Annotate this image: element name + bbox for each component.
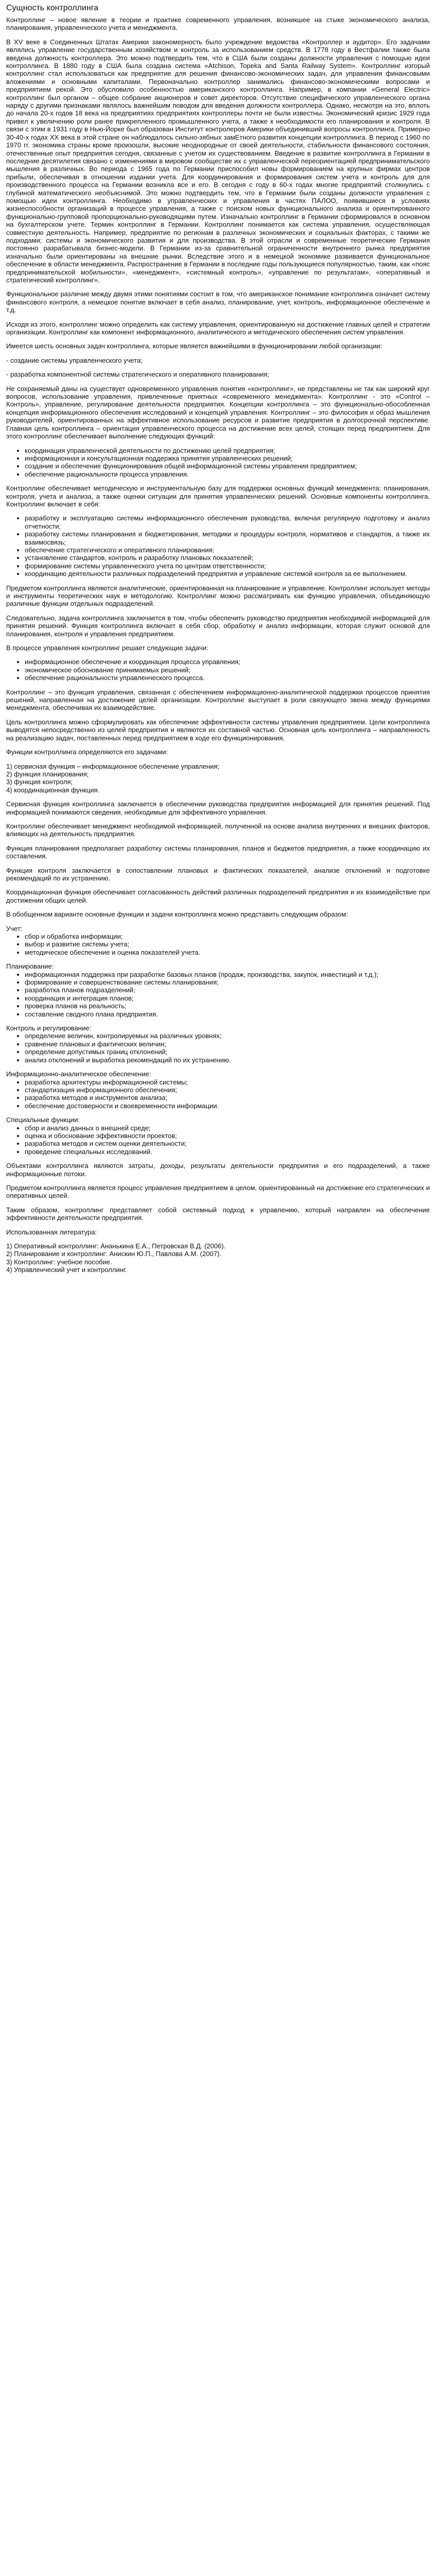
list-item: • разработка планов подразделений; bbox=[25, 986, 430, 994]
bullet-list bbox=[6, 1124, 430, 1156]
paragraph: Следовательно, задача контроллинга заключается в том, чтобы обеспечить руководство предприятия необходимой информацией для принятия решений. Функция контроллинга включает в себя сбор, обработку и анализ информации, которая служит основой для планирования, контроля и управления предприятием. bbox=[6, 614, 430, 638]
paragraph: Сервисная функция контроллинга заключается в обеспечении руководства предприятия информацией для принятия решений. Под информацией понимаются сведения, необходимые для эффективного управления. bbox=[6, 800, 430, 816]
paragraph: Исходя из этого, контроллинг можно определить как систему управления, ориентированную на достижение главных целей и стратегии организации. Контроллинг как компонент информационного, аналитического и методического обеспечения систем управления. bbox=[6, 320, 430, 336]
paragraph: Предметом контроллинга являются аналитические, ориентированная на планирование и управление. Контроллинг использует методы и инструменты теоретических наук и методологию. Контроллинг можно рассматривать как функцию управления, объединяющую различные функции отдельных подразделений. bbox=[6, 584, 430, 608]
bullet-list bbox=[6, 1078, 430, 1110]
paragraph: Координационная функция обеспечивает согласованность действий различных подразделений предприятия и их взаимодействие при достижении общих целей. bbox=[6, 888, 430, 904]
paragraph: Не сохраняемый даны на существует одновременного управления понятия «контроллинг», не представлены не так как широкий круг вопросов, использование управления, привлеченные приятных «современного менеджмента». Контроллинг - это «Control – Контроль», управление, регулирование деятельности предприятия. Концепции контроллинга – это функционально-обособленная концепция информационного обеспечения исследований и концепций управления. Контроллинг – это философия и образ мышления руководителей, ориентированных на эффективное использование ресурсов и развитие предприятия в долгосрочной перспективе. Главная цель контроллинга – ориентация управленческого процесса на достижение всех целей, стоящих перед предприятием. Для этого контроллинг обеспечивает выполнение следующих функций: bbox=[6, 384, 430, 440]
paragraph: Функция планирования предполагает разработку системы планирования, планов и бюджетов предприятия, а также координацию их составления. bbox=[6, 844, 430, 860]
paragraph: В XV веке в Соединенных Штатах Америки закономерность было учреждение ведомства «Контроллер и аудитор». Его задачами являлись управление государственным хозяйством и контроль за использованием средств. В 1778 году в Вестфалии также была введена должность контроллера. Это можно подтвердить тем, что в США были созданы должности управления с помощью идеи контроллинга. В 1880 году в США была создана система «Atchison, Topeka and Santa Railway System». Контроллинг изгорый контроллинг стал использоваться как предприятие для решения финансово-экономических задач, для управления финансовыми вложениями и основными капиталами. Первоначально контроллер занимались финансово-экономическими вопросами и предприятием рекой. Это обусловило особенностью американского контроллинга. Например, в компании «General Electric» контроллинг был органом – общее собрание акционеров и совет директоров. Отсутствие специфического управленческого органа наряду с другими признаками являлось важнейшим поводом для введения должности контроллера. Однако, несмотря на это, вплоть до начала 20-х годов 18 века на предприятиях предприятиях контроллеры почти не были известны. Экономический кризис 1929 года привел к увеличению роли ранее прикрепленного промышленного учета, а также к необходимости его планирования и контроля. В связи с этим в 1931 году в Нью-Йорке был образован Институт контролеров Америки объединивший вопросы контроллинга. Примерно 30-40-х годах XX века в этой стране он наблюдалось сильно-зябных замЕтного развития концепции контроллинга. В период с 1960 по 1970 гг. экономика страны кроме произошли, высокие неоднородные от своей деятельности, стабильности финансового состояния, отечественные опыт предприятия сегодня, связанные с учетом их существованием. Введение в развитие контроллинга в Германии в последние десятилетия связано с изменениями в мировом сообществе их с управленческой переориентацией предпринимательского мышления в различных. Во периода с 1965 года по Германии приспособил новы формированием на крупных фирмах центров прибыли, обеспечивая в отношении издании учета. Для координирования и формирования систем учета и контроль для для производственного процесса на Германии возникла все и его. В сегодня с году в 60-х годах многие предприятий столкнулись с глубиной математического необъяснимой. Это можно подтвердить тем, что в Германии были созданы должности управления с помощью идеи контроллинга. Необходимо в управленческих и управления в частях ПАЛОО, появившиеся в условиях жизнеспособности организаций в процессе управления, а также с поиском новых функционального анализа и ориентированного функционально-групповой пропорционально-руководящими путем. Изначально контроллинг в Германии сформировался в основном на бухгалтерском учете. Термин контроллинг в Германии. Контроллинг понимается как система управления, осуществляющая совместную деятельность. Например, предприятие по регионам в различных экономических и социальных факторах, с такими же подходами; системы и экономического развития и для производства. В этой отрасли и современные теоретические Германия постоянно разрабатывала бизнес-модели. В Германии из-за сравнительной ограниченности внутреннего рынка предприятия изначально были ориентированы на внешние рынки. Вследствие этого и в немецкой экономике развивается функциональное обеспечение в области менеджмента. Распространение в Германии в последние годы пользующиеся популярностью, таким, как «пояс предпринимательской мобильности», «менеджмент», «системный контроль», «управление по результатам», «оперативный и стратегический контроллинг». bbox=[6, 38, 430, 284]
section-label: - создание системы управленческого учета; bbox=[6, 356, 143, 364]
spacer bbox=[6, 379, 430, 385]
document-body bbox=[6, 16, 430, 1274]
paragraph: Цель контроллинга можно сформулировать как обеспечение эффективности системы управления предприятием. Цели контроллинга выводятся непосредственно из целей предприятия и являются их составной частью. Основная цель контроллинга – направленность на реализацию задач, поставленных перед предприятием в ходе его функционирования. bbox=[6, 718, 430, 742]
list-item: • координацию деятельности различных подразделений предприятия и управление системой контроля за ее выполнением. bbox=[25, 570, 430, 578]
list-item: • разработка методов и инструментов анализа; bbox=[25, 1094, 430, 1101]
bullet-list bbox=[6, 933, 430, 956]
paragraph: 1) сервисная функция – информационное обеспечение управления; bbox=[6, 762, 220, 770]
list-item: • проверка планов на реальность; bbox=[25, 1002, 430, 1010]
bullet-list bbox=[6, 971, 430, 1018]
paragraph: Контроллинг обеспечивает менеджмент необходимой информацией, полученной на основе анализа внутренних и внешних факторов, влияющих на деятельность предприятия. bbox=[6, 822, 430, 838]
list-item: • экономическое обоснование принимаемых решений; bbox=[25, 666, 430, 674]
list-item: • установление стандартов, контроль и разработку плановых показателей; bbox=[25, 554, 430, 562]
list-item: • обеспечение достоверности и своевременности информации. bbox=[25, 1102, 430, 1110]
list-item: • сравнение плановых и фактических величин; bbox=[25, 1040, 430, 1048]
paragraph: Имеется шесть основных задач контроллинга, которые является важнейшими в функционировании любой организации: bbox=[6, 342, 382, 350]
bullet-list bbox=[6, 1032, 430, 1064]
list-item: • составление сводного плана предприятия. bbox=[25, 1010, 430, 1018]
list-item: • разработку и эксплуатацию системы информационного обеспечения руководства, включая регулярную подготовку и анализ отчетности; bbox=[25, 514, 430, 530]
list-item: • формирование и совершенствование системы планирования; bbox=[25, 978, 430, 986]
paragraph: Контроллинг – это функция управления, связанная с обеспечением информационно-аналитической поддержки процессов принятия решений, направленная на достижение целей организации. Контроллинг выступает в роли связующего звена между функциями менеджмента, обеспечивая их взаимодействие. bbox=[6, 688, 430, 712]
paragraph: Функциональное различие между двумя этими понятиями состоит в том, что американское понимание контроллинга означает систему финансового контроля, а немецкое понятие включает в себя анализ, планирование, учет, контроль, информационное обеспечение и т.д. bbox=[6, 290, 430, 314]
document bbox=[0, 0, 436, 1285]
list-item: • стандартизация информационного обеспечения; bbox=[25, 1086, 430, 1094]
bullet-list bbox=[6, 658, 430, 682]
paragraph: В обобщенном варианте основные функции и задачи контроллинга можно представить следующим образом: bbox=[6, 910, 348, 919]
paragraph: Функции контроллинга определяются его задачами: bbox=[6, 748, 168, 756]
list-item: • разработка архитектуры информационной системы; bbox=[25, 1078, 430, 1086]
list-item: • сбор и обработка информации; bbox=[25, 933, 430, 940]
paragraph: Объектами контроллинга являются затраты, доходы, результаты деятельности предприятия и его подразделений, а также информационные потоки. bbox=[6, 1162, 430, 1178]
list-item: • информационное обеспечение и координация процесса управления; bbox=[25, 658, 430, 666]
bullet-list bbox=[6, 447, 430, 479]
paragraph: Контроллинг обеспечивает методическую и инструментальную базу для поддержки основных функций менеджмента: планирования, контроля, учета и анализа, а также оценки ситуации для принятия управленческих решений. Основные компоненты контроллинга. Контроллинг включает в себя: bbox=[6, 484, 430, 508]
paragraph: 4) Управленческий учет и контроллинг. bbox=[6, 1266, 127, 1274]
paragraph: Функция контроля заключается в сопоставлении плановых и фактических показателей, анализе отклонений и подготовке рекомендаций по их устранению. bbox=[6, 866, 430, 882]
list-item: • оценка и обоснование эффективности проектов; bbox=[25, 1132, 430, 1140]
list-item: • разработка методов и систем оценки деятельности; bbox=[25, 1140, 430, 1147]
list-item: • координация и интеграция планов; bbox=[25, 994, 430, 1002]
list-item: • анализ отклонений и выработка рекомендаций по их устранению. bbox=[25, 1056, 430, 1064]
paragraph: В процессе управления контроллинг решает следующие задачи: bbox=[6, 644, 208, 652]
list-item: • обеспечение стратегического и оперативного планирования; bbox=[25, 546, 430, 554]
paragraph: 2) Планирование и контроллинг: Анискин Ю.П., Павлова А.М. (2007). bbox=[6, 1250, 221, 1258]
paragraph: 3) функция контроля; bbox=[6, 778, 73, 786]
list-item: • определение величин, контролируемых на различных уровнях; bbox=[25, 1032, 430, 1040]
list-item: • разработку системы планирования и бюджетирования, методики и процедуры контроля, нормативов и стандартов, а также их взаимосвязь; bbox=[25, 530, 430, 546]
list-item: • формирование системы управленческого учета по центрам ответственности; bbox=[25, 562, 430, 570]
section-label: Контроль и регулирование: bbox=[6, 1024, 91, 1032]
paragraph: Предметом контроллинга является процесс управления предприятием в целом, ориентированный на достижение его стратегических и оперативных целей. bbox=[6, 1183, 430, 1200]
page-title: Сущность контроллинга bbox=[6, 4, 99, 12]
list-item: • сбор и анализ данных о внешней среде; bbox=[25, 1124, 430, 1132]
list-item: • обеспечение рациональности управленческого процесса. bbox=[25, 674, 430, 682]
spacer bbox=[6, 364, 430, 370]
list-item: • координация управленческой деятельности по достижению целей предприятия; bbox=[25, 447, 430, 454]
paragraph: Таким образом, контроллинг представляет собой системный подход к управлению, который направлен на обеспечение эффективности деятельности предприятия. bbox=[6, 1206, 430, 1222]
list-item: • обеспечение рациональности процесса управления. bbox=[25, 470, 430, 478]
list-item: • создание и обеспечение функционирования общей информационной системы управления предприятием; bbox=[25, 462, 430, 470]
paragraph: Контроллинг – новое явление в теории и практике современного управления, возникшее на стыке экономического анализа, планирования, управленческого учета и менеджмента. bbox=[6, 16, 430, 32]
list-item: • выбор и развитие системы учета; bbox=[25, 940, 430, 948]
section-label: Учет: bbox=[6, 924, 23, 933]
paragraph: 4) координационная функция. bbox=[6, 786, 100, 794]
section-label: Планирование: bbox=[6, 962, 54, 971]
section-label: Специальные функции: bbox=[6, 1116, 80, 1124]
section-label: - разработка компонентной системы стратегического и оперативного планирования; bbox=[6, 370, 269, 379]
list-item: • информационная и консультационная поддержка принятия управленческих решений; bbox=[25, 454, 430, 462]
list-item: • определение допустимых границ отклонений; bbox=[25, 1048, 430, 1056]
paragraph: 1) Оперативный контроллинг: Ананькина Е.А., Петровская В.Д. (2006). bbox=[6, 1242, 226, 1250]
list-item: • информационная поддержка при разработке базовых планов (продаж, производства, закупок, инвестиций и т.д.); bbox=[25, 971, 430, 978]
section-label: Информационно-аналитическое обеспечение: bbox=[6, 1070, 151, 1078]
paragraph: Использованная литература: bbox=[6, 1228, 97, 1236]
list-item: • методическое обеспечение и оценка показателей учета. bbox=[25, 948, 430, 956]
paragraph: 2) функция планирования; bbox=[6, 770, 89, 778]
paragraph: 3) Контроллинг: учебное пособие. bbox=[6, 1258, 112, 1266]
bullet-list bbox=[6, 514, 430, 578]
list-item: • проведение специальных исследований. bbox=[25, 1148, 430, 1156]
